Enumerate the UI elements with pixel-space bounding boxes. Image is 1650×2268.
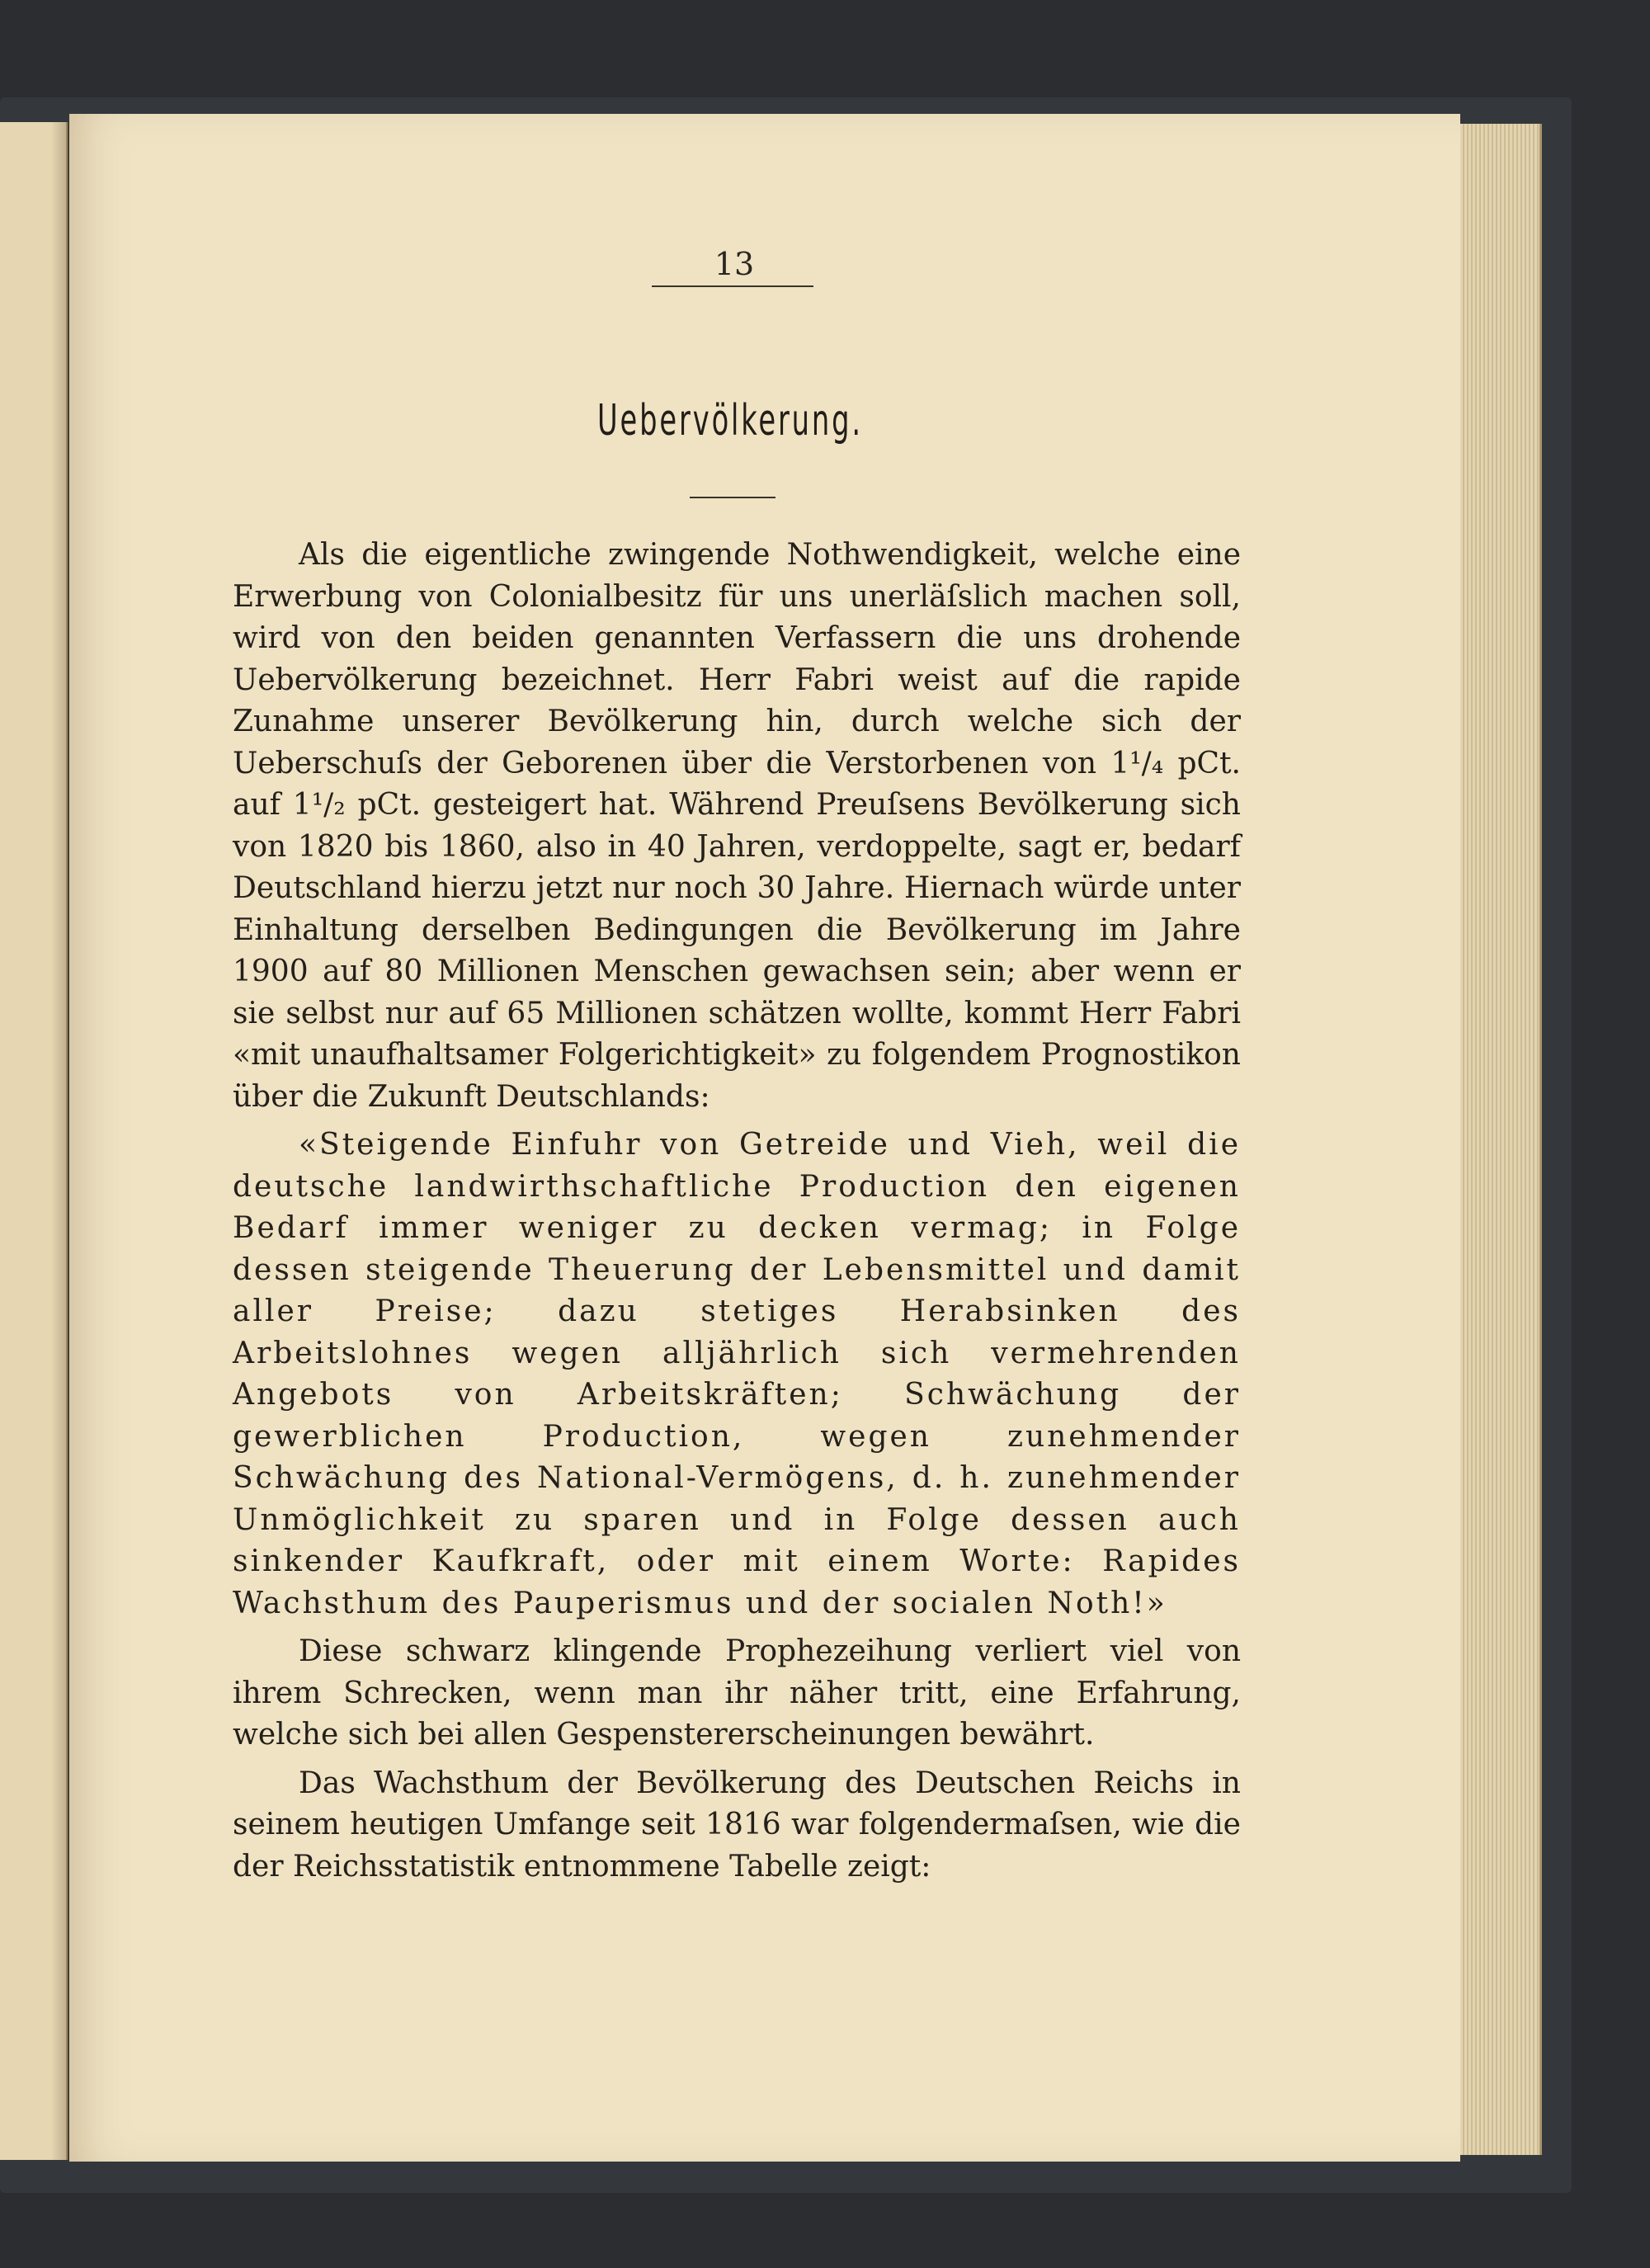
body-text (233, 535, 1241, 1888)
paragraph: Diese schwarz klingende Prophezeihung verliert viel von ihrem Schrecken, wenn man ihr näher tritt, eine Erfahrung, welche sich bei allen Gespenstererscheinungen bewährt. (233, 1634, 1241, 1752)
page-number: 13 (714, 246, 755, 282)
chapter-title: Uebervölkerung. (597, 396, 863, 446)
gutter-shadow (51, 122, 71, 2160)
page-number-rule (652, 285, 813, 287)
paragraph: Als die eigentliche zwingende Nothwendigkeit, welche eine Erwerbung von Colonialbesitz für uns unerläſslich machen soll, wird von den beiden genannten Verfassern die uns drohende Uebervölkerung bezeichnet. Herr Fabri weist auf die rapide Zunahme unserer Bevölkerung hin, durch welche sich der Ueberschuſs der Geborenen über die Verstorbenen von 1¹/₄ pCt. auf 1¹/₂ pCt. gesteigert hat. Während Preuſsens Bevölkerung sich von 1820 bis 1860, also in 40 Jahren, verdoppelte, sagt er, bedarf Deutschland hierzu jetzt nur noch 30 Jahre. Hiernach würde unter Einhaltung derselben Bedingungen die Bevölkerung im Jahre 1900 auf 80 Millionen Menschen gewachsen sein; aber wenn er sie selbst nur auf 65 Millionen schätzen wollte, kommt Herr Fabri «mit unaufhaltsamer Folgerichtigkeit» zu folgendem Prognostikon über die Zukunft Deutschlands: (233, 538, 1241, 1114)
paragraph: Das Wachsthum der Bevölkerung des Deutschen Reichs in seinem heutigen Umfange seit 1816 war folgendermaſsen, wie die der Reichsstatistik entnommene Tabelle zeigt: (233, 1766, 1241, 1884)
quote-paragraph: «Steigende Einfuhr von Getreide und Vieh, weil die deutsche landwirthschaftliche Production den eigenen Bedarf immer weniger zu decken vermag; in Folge dessen steigende Theuerung der Lebensmittel und damit aller Preise; dazu stetiges Herabsinken des Arbeitslohnes wegen alljährlich sich vermehrenden Angebots von Arbeitskräften; Schwächung der gewerblichen Production, wegen zunehmender Schwächung des National-Vermögens, d. h. zunehmender Unmöglichkeit zu sparen und in Folge dessen auch sinkender Kaufkraft, oder mit einem Worte: Rapides Wachsthum des Pauperismus und der socialen Noth!» (233, 1128, 1241, 1620)
page-stack-edges (1460, 124, 1542, 2155)
title-rule (690, 497, 776, 498)
